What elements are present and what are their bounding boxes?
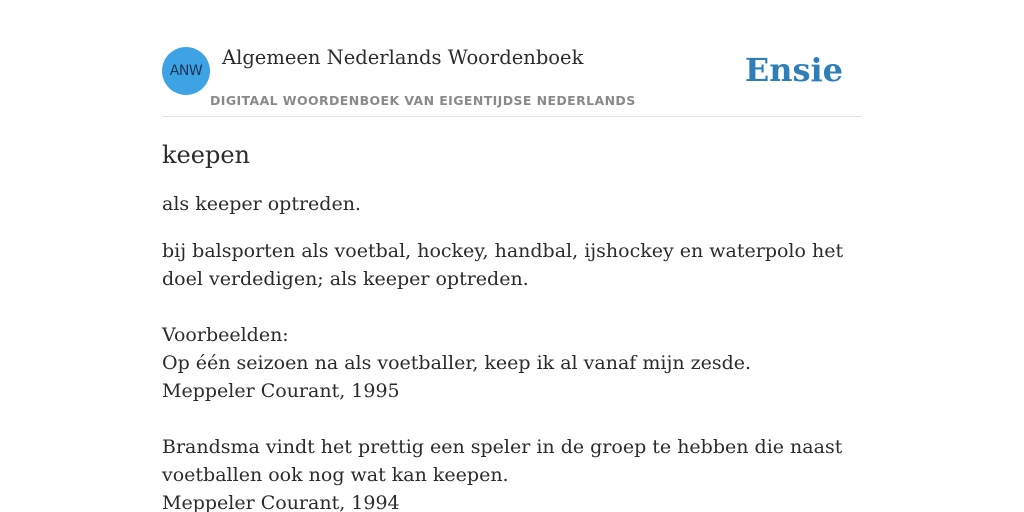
short-definition: als keeper optreden.: [162, 193, 361, 215]
example-source: Meppeler Courant, 1994: [162, 492, 400, 512]
entry-body: [162, 237, 862, 512]
full-definition: bij balsporten als voetbal, hockey, handbal, ijshockey en waterpolo het doel verdedigen; als keeper optreden.: [162, 240, 844, 290]
example-source: Meppeler Courant, 1995: [162, 380, 400, 402]
dictionary-header: [162, 44, 862, 117]
dictionary-title[interactable]: Algemeen Nederlands Woordenboek: [222, 46, 584, 69]
entry-content: [162, 138, 862, 512]
entry-headword: keepen: [162, 141, 250, 169]
spacer: [162, 405, 862, 433]
example-text: Brandsma vindt het prettig een speler in de groep te hebben die naast voetballen ook nog wat kan keepen.: [162, 436, 843, 486]
ensie-logo-link[interactable]: Ensie: [744, 51, 843, 89]
spacer: [162, 293, 862, 321]
dictionary-subtitle: DIGITAAL WOORDENBOEK VAN EIGENTIJDSE NEDERLANDS: [210, 93, 636, 108]
examples-label: Voorbeelden:: [162, 324, 289, 346]
example-text: Op één seizoen na als voetballer, keep ik al vanaf mijn zesde.: [162, 352, 752, 374]
anw-logo[interactable]: ANW: [162, 47, 210, 95]
